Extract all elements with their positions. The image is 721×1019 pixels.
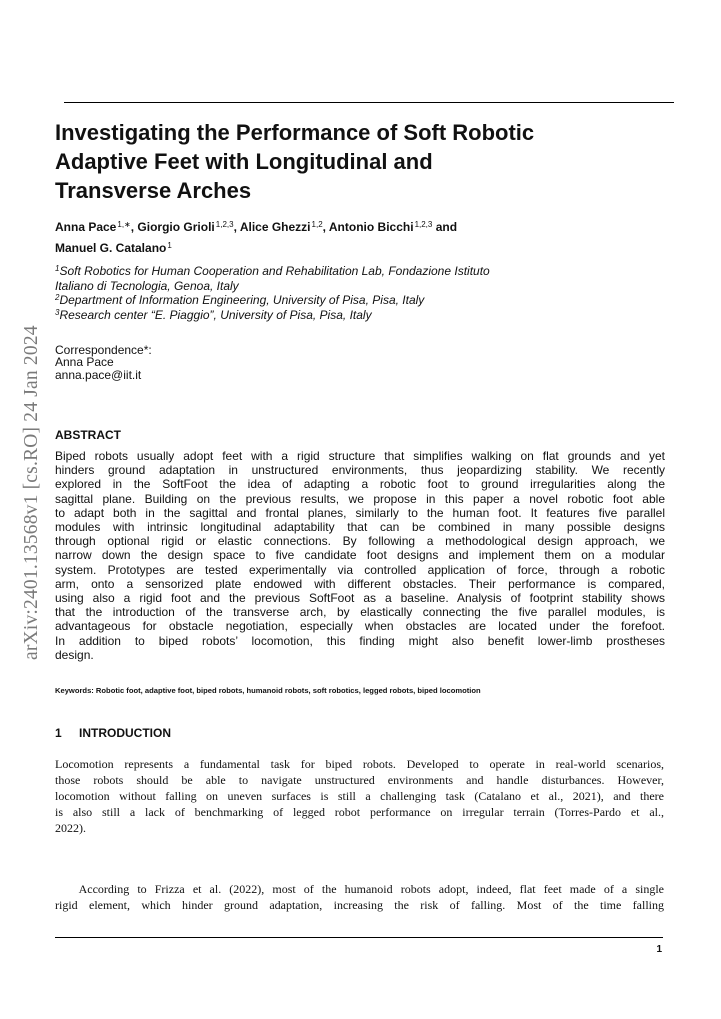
abstract-heading: ABSTRACT <box>55 428 121 442</box>
abstract-line: modules with intrinsic longitudinal adaptability that can be combined in many possible designs <box>55 520 665 535</box>
affiliation-marker: 2 <box>55 293 60 303</box>
author-name: Manuel G. Catalano <box>55 241 167 255</box>
section-number: 1 <box>55 726 62 740</box>
author-affiliation-marker: 1 <box>167 241 172 250</box>
intro-line: According to Frizza et al. (2022), most of the humanoid robots adopt, indeed, flat feet made of a single <box>55 882 664 896</box>
author-name: Anna Pace <box>55 220 117 234</box>
affiliation-line <box>55 264 655 279</box>
affiliation-marker: 3 <box>55 307 60 317</box>
author-name: Antonio Bicchi <box>328 220 414 234</box>
affiliation-text: Italiano di Tecnologia, Genoa, Italy <box>55 278 239 293</box>
abstract-body <box>55 449 665 662</box>
author-line <box>55 238 655 259</box>
arxiv-identifier[interactable]: arXiv:2401.13568v1 [cs.RO] 24 Jan 2024 <box>21 325 42 660</box>
intro-line: is also still a lack of benchmarking of legged robot performance on irregular terrain (Torres-Pardo et al., <box>55 804 664 819</box>
paper-title <box>55 118 615 205</box>
abstract-line: Biped robots usually adopt feet with a rigid structure that simplifies walking on flat grounds and yet <box>55 449 665 463</box>
author-name: Alice Ghezzi <box>239 220 311 234</box>
abstract-line: explored in the SoftFoot the idea of adapting a robotic foot to ground irregularities along the <box>55 477 665 492</box>
page-number: 1 <box>656 944 662 955</box>
intro-paragraph <box>55 882 664 914</box>
affiliation-marker: 1 <box>55 264 60 273</box>
author-separator: , <box>322 220 329 234</box>
affiliation-text: Research center “E. Piaggio”, University of Pisa, Pisa, Italy <box>59 307 372 322</box>
correspondence-name: Anna Pace <box>55 355 114 370</box>
abstract-line: to adapt both in the sagittal and frontal planes, similarly to the human foot. It features five parallel <box>55 505 665 520</box>
author-name: Giorgio Grioli <box>137 220 215 234</box>
intro-line: rigid element, which hinder ground adaptation, increasing the risk of falling. Most of the time falling <box>55 897 664 912</box>
author-separator: , <box>233 220 240 234</box>
affiliation-line <box>55 308 655 323</box>
author-separator: and <box>432 220 458 234</box>
abstract-line: sagittal plane. Building on the previous results, we propose in this paper a novel robotic foot able <box>55 491 665 506</box>
abstract-line: narrow down the design space to five candidate foot designs and implement them on a modular <box>55 548 665 563</box>
author-line <box>55 217 655 238</box>
affiliation-text: Department of Information Engineering, University of Pisa, Pisa, Italy <box>59 293 425 308</box>
abstract-line: arm, onto a sensorized plate endowed with different obstacles. Their performance is compared, <box>55 576 665 591</box>
author-affiliation-marker: 1,2,3 <box>414 220 433 229</box>
keywords: Keywords: Robotic foot, adaptive foot, biped robots, humanoid robots, soft robotics, legged robots, biped locomotion <box>55 686 481 695</box>
title-line: Adaptive Feet with Longitudinal and <box>55 149 433 174</box>
author-affiliation-marker: 1,2,3 <box>215 220 234 229</box>
abstract-line: advantageous for obstacle negotiation, especially when obstacles are located under the forefoot. <box>55 619 665 634</box>
footer-rule <box>55 937 663 938</box>
header-rule <box>64 102 674 103</box>
author-separator: , <box>130 220 138 234</box>
abstract-line: through optional rigid or elastic connections. By following a methodological design approach, we <box>55 534 665 549</box>
section-title: INTRODUCTION <box>79 726 171 740</box>
intro-line: locomotion without falling on uneven surfaces is still a challenging task (Catalano et al., 2021), and there <box>55 788 664 803</box>
author-affiliation-marker: 1,∗ <box>117 220 131 229</box>
abstract-line: using also a rigid foot and the previous SoftFoot as a baseline. Analysis of footprint stability shows <box>55 591 665 606</box>
abstract-line: design. <box>55 647 94 662</box>
affiliation-line <box>55 293 655 308</box>
intro-line: 2022). <box>55 820 86 835</box>
abstract-line: system. Prototypes are tested experimentally via controlled application of force, through a robotic <box>55 562 665 577</box>
section-heading-introduction <box>55 726 171 740</box>
abstract-line: hinders ground adaptation in unstructured environments, thus jeopardizing stability. We recently <box>55 463 665 478</box>
author-affiliation-marker: 1,2 <box>311 220 323 229</box>
intro-line: those robots should be able to navigate unstructured environments and handle disturbances. However, <box>55 772 664 787</box>
abstract-line: that the introduction of the transverse arch, by elastically connecting the five parallel modules, is <box>55 605 665 620</box>
correspondence-block <box>55 344 152 381</box>
affiliation-text: Soft Robotics for Human Cooperation and Rehabilitation Lab, Fondazione Istituto <box>59 264 490 278</box>
correspondence-label: Correspondence*: <box>55 343 152 357</box>
affiliations <box>55 264 655 322</box>
correspondence-email[interactable]: anna.pace@iit.it <box>55 367 142 382</box>
intro-paragraph <box>55 757 664 837</box>
title-line: Investigating the Performance of Soft Robotic <box>55 120 535 145</box>
author-list <box>55 217 655 259</box>
title-line: Transverse Arches <box>55 178 252 203</box>
affiliation-line <box>55 279 655 294</box>
intro-line: Locomotion represents a fundamental task for biped robots. Developed to operate in real-world scenarios, <box>55 757 664 771</box>
abstract-line: In addition to biped robots’ locomotion, this finding might also benefit lower-limb prostheses <box>55 633 665 648</box>
